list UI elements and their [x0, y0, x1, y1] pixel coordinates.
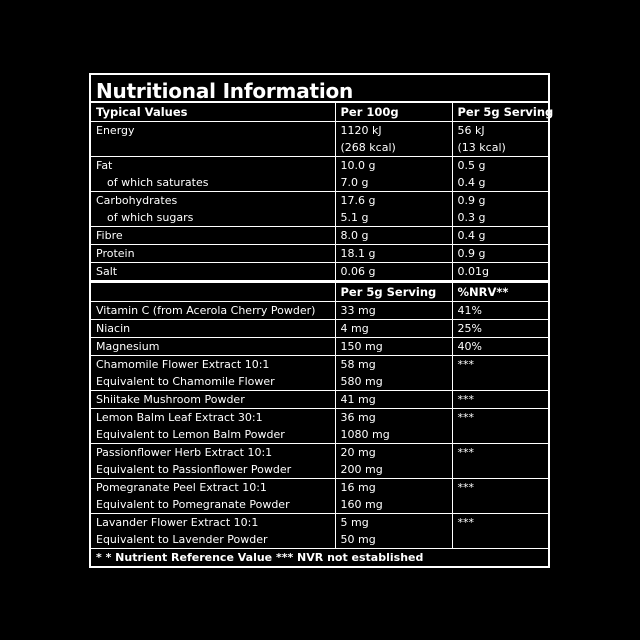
row-value: 0.01g	[452, 263, 548, 282]
table-row	[91, 263, 548, 282]
row-label: Vitamin C (from Acerola Cherry Powder)	[91, 302, 335, 320]
row-label: Fat	[91, 157, 335, 175]
row-value: 5.1 g	[335, 209, 452, 227]
row-value: 1120 kJ	[335, 122, 452, 140]
row-label: of which sugars	[91, 209, 335, 227]
row-value: 4 mg	[335, 320, 452, 338]
row-value: 8.0 g	[335, 227, 452, 245]
table-row	[91, 227, 548, 245]
row-label: Chamomile Flower Extract 10:1	[91, 356, 335, 374]
row-value	[452, 496, 548, 514]
table-row	[91, 514, 548, 532]
row-value: 41 mg	[335, 391, 452, 409]
row-value: 18.1 g	[335, 245, 452, 263]
row-label: of which saturates	[91, 174, 335, 192]
table-row	[91, 122, 548, 140]
row-value: 36 mg	[335, 409, 452, 427]
row-label	[91, 139, 335, 157]
header-per-serving: Per 5g Serving	[452, 103, 548, 122]
row-label: Lavander Flower Extract 10:1	[91, 514, 335, 532]
row-value: 16 mg	[335, 479, 452, 497]
header2-blank	[91, 282, 335, 302]
row-value: 10.0 g	[335, 157, 452, 175]
nutrition-table	[91, 103, 554, 548]
panel-title: Nutritional Information	[91, 75, 548, 103]
table-row	[91, 426, 548, 444]
table-row	[91, 192, 548, 210]
table-row	[91, 496, 548, 514]
row-label: Shiitake Mushroom Powder	[91, 391, 335, 409]
row-value: 33 mg	[335, 302, 452, 320]
row-value: 0.5 g	[457, 159, 486, 172]
row-value: 0.4 g	[452, 227, 548, 245]
row-label: Niacin	[91, 320, 335, 338]
row-label: Equivalent to Lavender Powder	[91, 531, 335, 548]
row-label: Equivalent to Chamomile Flower	[91, 373, 335, 391]
nutrition-panel	[89, 73, 554, 568]
row-value: 17.6 g	[335, 192, 452, 210]
row-value: ***	[457, 411, 474, 424]
row-label: Pomegranate Peel Extract 10:1	[91, 479, 335, 497]
row-value: 25%	[452, 320, 548, 338]
table-row	[91, 174, 548, 192]
header2-per-serving: Per 5g Serving	[335, 282, 452, 302]
row-value: 56 kJ	[457, 124, 485, 137]
row-value: ***	[457, 481, 474, 494]
row-label: Protein	[91, 245, 335, 263]
row-value: 0.3 g	[452, 209, 548, 227]
serving-header-row	[91, 282, 548, 302]
table-row	[91, 209, 548, 227]
table-row	[91, 531, 548, 548]
header2-nrv: %NRV**	[452, 282, 548, 302]
table-row	[91, 245, 548, 263]
table-row	[91, 320, 548, 338]
row-label: Passionflower Herb Extract 10:1	[91, 444, 335, 462]
row-value: 160 mg	[335, 496, 452, 514]
row-value: ***	[457, 516, 474, 529]
row-value: ***	[457, 358, 474, 371]
row-value: 0.06 g	[335, 263, 452, 282]
row-value: 20 mg	[335, 444, 452, 462]
row-label: Lemon Balm Leaf Extract 30:1	[91, 409, 335, 427]
row-label: Salt	[91, 263, 335, 282]
row-value: 150 mg	[335, 338, 452, 356]
table-row	[91, 461, 548, 479]
table-row	[91, 373, 548, 391]
row-label: Fibre	[91, 227, 335, 245]
table-row	[91, 302, 548, 320]
row-label: Energy	[91, 122, 335, 140]
header-typical-values: Typical Values	[91, 103, 335, 122]
table-row	[91, 479, 548, 497]
row-value	[452, 461, 548, 479]
row-value: 58 mg	[335, 356, 452, 374]
row-value: (268 kcal)	[335, 139, 452, 157]
table-row	[91, 338, 548, 356]
row-value: 580 mg	[335, 373, 452, 391]
table-row	[91, 444, 548, 462]
table-row	[91, 409, 548, 427]
row-label: Carbohydrates	[91, 192, 335, 210]
typical-header-row	[91, 103, 548, 122]
row-value: 0.4 g	[452, 174, 548, 192]
header-per-100g: Per 100g	[335, 103, 452, 122]
row-value	[452, 426, 548, 444]
row-value	[452, 373, 548, 391]
table-row	[91, 356, 548, 374]
row-value: 7.0 g	[335, 174, 452, 192]
table-row	[91, 157, 548, 175]
row-value: ***	[457, 446, 474, 459]
row-value: 1080 mg	[335, 426, 452, 444]
row-value: 5 mg	[335, 514, 452, 532]
row-value: 41%	[452, 302, 548, 320]
row-value: 0.9 g	[457, 194, 486, 207]
row-label: Equivalent to Pomegranate Powder	[91, 496, 335, 514]
row-label: Magnesium	[91, 338, 335, 356]
table-row	[91, 139, 548, 157]
row-value: 200 mg	[335, 461, 452, 479]
row-value: ***	[452, 391, 548, 409]
row-value: (13 kcal)	[452, 139, 548, 157]
table-row	[91, 391, 548, 409]
row-value: 0.9 g	[452, 245, 548, 263]
row-label: Equivalent to Passionflower Powder	[91, 461, 335, 479]
row-value: 40%	[452, 338, 548, 356]
row-label: Equivalent to Lemon Balm Powder	[91, 426, 335, 444]
row-value: 50 mg	[335, 531, 452, 548]
row-value	[452, 531, 548, 548]
footnote: * * Nutrient Reference Value *** NVR not established	[91, 548, 548, 566]
